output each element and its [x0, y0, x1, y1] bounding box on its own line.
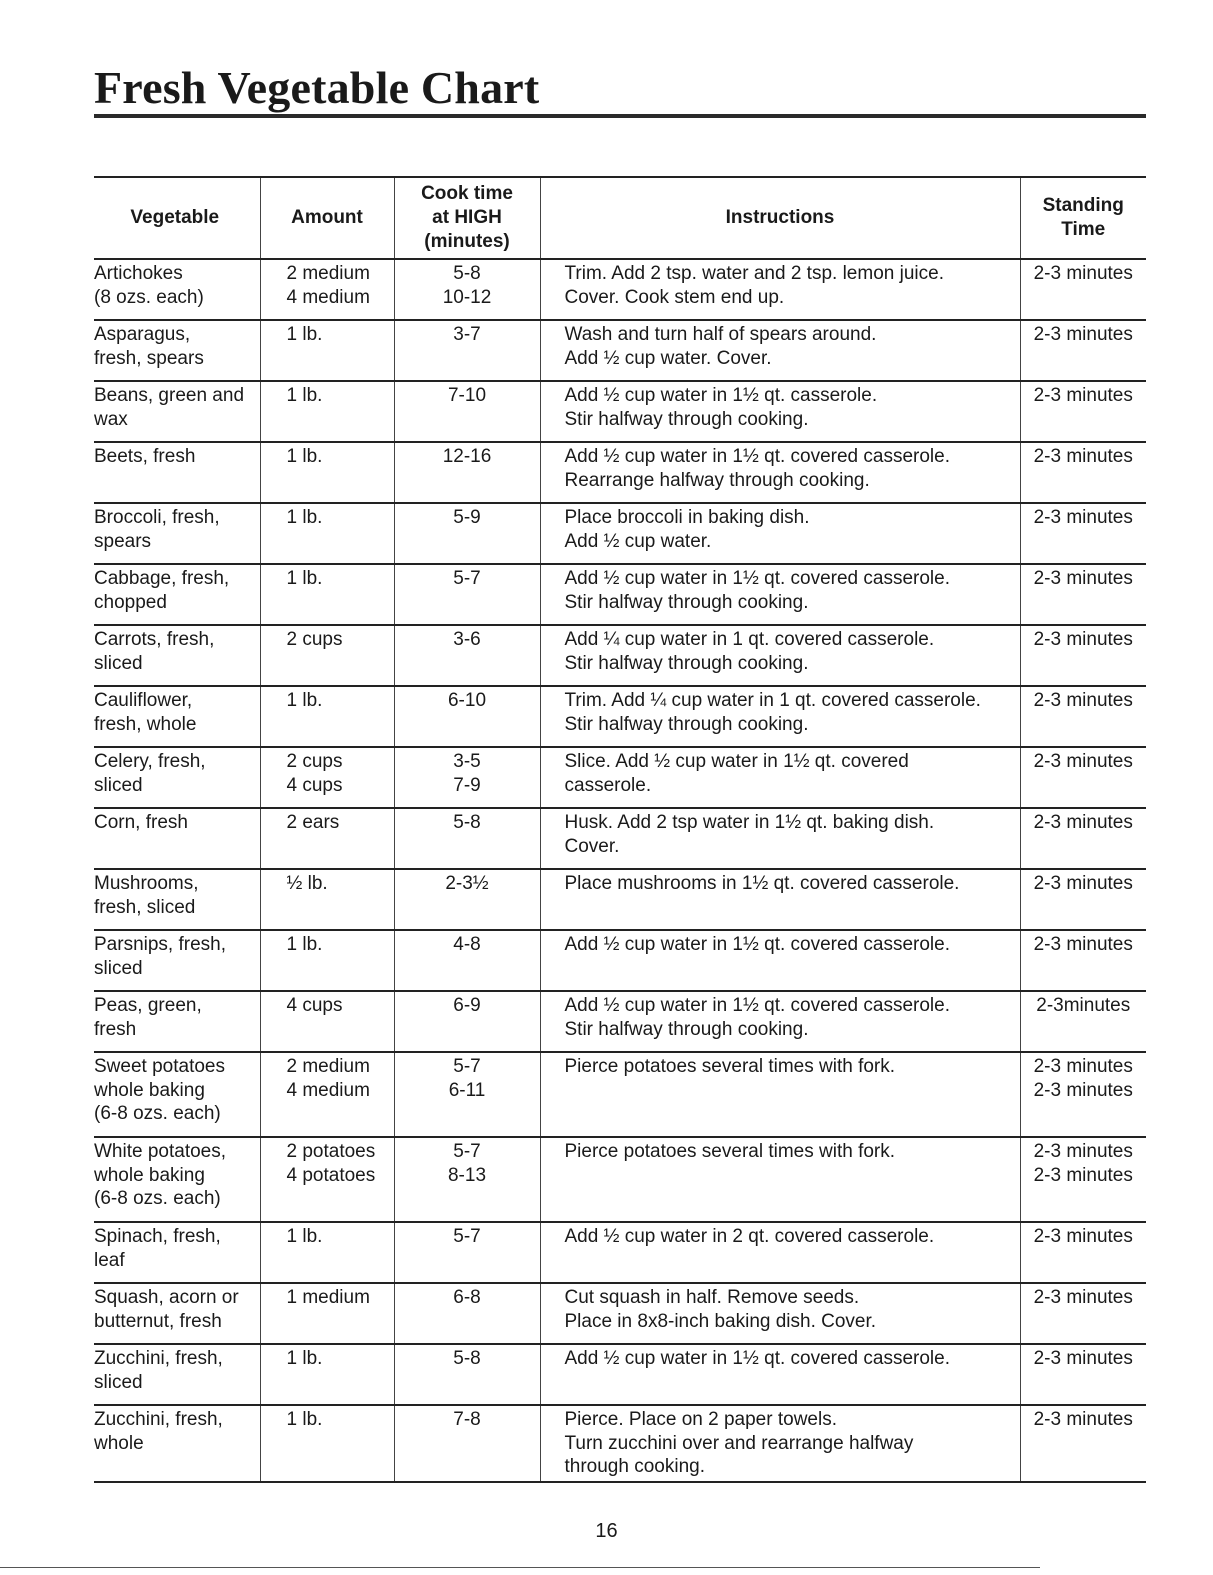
cell-cook-time: 12-16: [394, 442, 540, 503]
cell-amount: 1 lb.: [260, 686, 394, 747]
cell-cook-time: 5-7 8-13: [394, 1137, 540, 1222]
cell-vegetable: Beans, green and wax: [94, 381, 260, 442]
cell-vegetable: Celery, fresh, sliced: [94, 747, 260, 808]
cell-standing-time: 2-3 minutes: [1020, 442, 1146, 503]
table-row: [94, 1222, 1146, 1283]
cell-standing-time: 2-3 minutes: [1020, 1283, 1146, 1344]
cell-instructions: Add ½ cup water in 1½ qt. covered casserole.: [540, 930, 1020, 991]
table-row: [94, 442, 1146, 503]
cell-cook-time: 5-8 10-12: [394, 259, 540, 320]
cell-amount: 2 medium 4 medium: [260, 1052, 394, 1137]
header-instructions: Instructions: [540, 177, 1020, 259]
cell-cook-time: 6-8: [394, 1283, 540, 1344]
vegetable-chart-table: [94, 176, 1146, 1483]
cell-standing-time: 2-3 minutes: [1020, 381, 1146, 442]
cell-cook-time: 3-7: [394, 320, 540, 381]
bottom-divider: [0, 1567, 1040, 1568]
cell-cook-time: 6-10: [394, 686, 540, 747]
cell-standing-time: 2-3 minutes: [1020, 747, 1146, 808]
table-row: [94, 1405, 1146, 1482]
cell-vegetable: Squash, acorn or butternut, fresh: [94, 1283, 260, 1344]
table-row: [94, 625, 1146, 686]
table-row: [94, 747, 1146, 808]
cell-instructions: Add ½ cup water in 1½ qt. covered casserole. Stir halfway through cooking.: [540, 564, 1020, 625]
table-header-row: [94, 177, 1146, 259]
table-row: [94, 686, 1146, 747]
cell-standing-time: 2-3 minutes: [1020, 808, 1146, 869]
cell-cook-time: 5-7: [394, 1222, 540, 1283]
cell-amount: 2 cups 4 cups: [260, 747, 394, 808]
title-underline: [94, 114, 1146, 118]
table-row: [94, 1137, 1146, 1222]
table-row: [94, 381, 1146, 442]
cell-cook-time: 7-8: [394, 1405, 540, 1482]
header-amount: Amount: [260, 177, 394, 259]
cell-vegetable: Asparagus, fresh, spears: [94, 320, 260, 381]
cell-vegetable: Mushrooms, fresh, sliced: [94, 869, 260, 930]
cell-cook-time: 5-7: [394, 564, 540, 625]
table-row: [94, 1283, 1146, 1344]
cell-amount: 1 lb.: [260, 564, 394, 625]
cell-instructions: Add ¼ cup water in 1 qt. covered casserole. Stir halfway through cooking.: [540, 625, 1020, 686]
cell-vegetable: Spinach, fresh, leaf: [94, 1222, 260, 1283]
cell-instructions: Trim. Add ¼ cup water in 1 qt. covered casserole. Stir halfway through cooking.: [540, 686, 1020, 747]
cell-amount: 1 lb.: [260, 1344, 394, 1405]
cell-vegetable: Beets, fresh: [94, 442, 260, 503]
cell-amount: 2 cups: [260, 625, 394, 686]
cell-amount: 1 lb.: [260, 930, 394, 991]
cell-vegetable: Zucchini, fresh, sliced: [94, 1344, 260, 1405]
cell-cook-time: 5-8: [394, 1344, 540, 1405]
header-cook-time: Cook time at HIGH (minutes): [394, 177, 540, 259]
cell-vegetable: Parsnips, fresh, sliced: [94, 930, 260, 991]
table-row: [94, 564, 1146, 625]
cell-standing-time: 2-3 minutes: [1020, 259, 1146, 320]
cell-cook-time: 4-8: [394, 930, 540, 991]
cell-cook-time: 2-3½: [394, 869, 540, 930]
cell-standing-time: 2-3 minutes: [1020, 1344, 1146, 1405]
cell-instructions: Trim. Add 2 tsp. water and 2 tsp. lemon juice. Cover. Cook stem end up.: [540, 259, 1020, 320]
cell-standing-time: 2-3 minutes: [1020, 1405, 1146, 1482]
header-vegetable: Vegetable: [94, 177, 260, 259]
cell-amount: 1 medium: [260, 1283, 394, 1344]
table-row: [94, 259, 1146, 320]
cell-cook-time: 5-8: [394, 808, 540, 869]
cell-amount: 1 lb.: [260, 1222, 394, 1283]
cell-amount: 1 lb.: [260, 1405, 394, 1482]
cell-vegetable: Cauliflower, fresh, whole: [94, 686, 260, 747]
table-row: [94, 869, 1146, 930]
page-title: Fresh Vegetable Chart: [94, 62, 540, 113]
cell-standing-time: 2-3 minutes: [1020, 503, 1146, 564]
cell-instructions: Pierce potatoes several times with fork.: [540, 1052, 1020, 1137]
table-row: [94, 1344, 1146, 1405]
cell-standing-time: 2-3 minutes: [1020, 564, 1146, 625]
cell-amount: 1 lb.: [260, 503, 394, 564]
cell-cook-time: 3-5 7-9: [394, 747, 540, 808]
cell-instructions: Place broccoli in baking dish. Add ½ cup water.: [540, 503, 1020, 564]
table-row: [94, 503, 1146, 564]
cell-vegetable: Carrots, fresh, sliced: [94, 625, 260, 686]
table-row: [94, 808, 1146, 869]
cell-instructions: Add ½ cup water in 1½ qt. covered casserole.: [540, 1344, 1020, 1405]
cell-instructions: Pierce potatoes several times with fork.: [540, 1137, 1020, 1222]
cell-amount: 2 ears: [260, 808, 394, 869]
cell-vegetable: White potatoes, whole baking (6-8 ozs. each): [94, 1137, 260, 1222]
cell-standing-time: 2-3 minutes 2-3 minutes: [1020, 1137, 1146, 1222]
table-row: [94, 930, 1146, 991]
cell-instructions: Slice. Add ½ cup water in 1½ qt. covered casserole.: [540, 747, 1020, 808]
cell-amount: 2 potatoes 4 potatoes: [260, 1137, 394, 1222]
cell-instructions: Place mushrooms in 1½ qt. covered casserole.: [540, 869, 1020, 930]
cell-cook-time: 7-10: [394, 381, 540, 442]
cell-vegetable: Artichokes (8 ozs. each): [94, 259, 260, 320]
cell-standing-time: 2-3 minutes: [1020, 625, 1146, 686]
cell-standing-time: 2-3 minutes: [1020, 686, 1146, 747]
header-standing-time: Standing Time: [1020, 177, 1146, 259]
cell-amount: 1 lb.: [260, 320, 394, 381]
cell-cook-time: 5-7 6-11: [394, 1052, 540, 1137]
cell-standing-time: 2-3 minutes: [1020, 320, 1146, 381]
cell-instructions: Add ½ cup water in 1½ qt. covered casserole. Stir halfway through cooking.: [540, 991, 1020, 1052]
cell-instructions: Pierce. Place on 2 paper towels. Turn zucchini over and rearrange halfway through cooking.: [540, 1405, 1020, 1482]
cell-standing-time: 2-3 minutes: [1020, 1222, 1146, 1283]
cell-amount: 1 lb.: [260, 381, 394, 442]
table-row: [94, 991, 1146, 1052]
table-row: [94, 320, 1146, 381]
cell-amount: 4 cups: [260, 991, 394, 1052]
cell-cook-time: 3-6: [394, 625, 540, 686]
page-number: 16: [595, 1520, 618, 1542]
cell-amount: 1 lb.: [260, 442, 394, 503]
cell-vegetable: Cabbage, fresh, chopped: [94, 564, 260, 625]
cell-instructions: Cut squash in half. Remove seeds. Place in 8x8-inch baking dish. Cover.: [540, 1283, 1020, 1344]
cell-instructions: Wash and turn half of spears around. Add ½ cup water. Cover.: [540, 320, 1020, 381]
table-row: [94, 1052, 1146, 1137]
cell-vegetable: Zucchini, fresh, whole: [94, 1405, 260, 1482]
cell-standing-time: 2-3minutes: [1020, 991, 1146, 1052]
cell-instructions: Add ½ cup water in 2 qt. covered casserole.: [540, 1222, 1020, 1283]
cell-vegetable: Corn, fresh: [94, 808, 260, 869]
cell-vegetable: Sweet potatoes whole baking (6-8 ozs. each): [94, 1052, 260, 1137]
cell-amount: ½ lb.: [260, 869, 394, 930]
cell-standing-time: 2-3 minutes: [1020, 930, 1146, 991]
cell-vegetable: Peas, green, fresh: [94, 991, 260, 1052]
cell-amount: 2 medium 4 medium: [260, 259, 394, 320]
cell-instructions: Add ½ cup water in 1½ qt. covered casserole. Rearrange halfway through cooking.: [540, 442, 1020, 503]
cell-standing-time: 2-3 minutes: [1020, 869, 1146, 930]
cell-cook-time: 5-9: [394, 503, 540, 564]
cell-cook-time: 6-9: [394, 991, 540, 1052]
cell-vegetable: Broccoli, fresh, spears: [94, 503, 260, 564]
cell-standing-time: 2-3 minutes 2-3 minutes: [1020, 1052, 1146, 1137]
cell-instructions: Add ½ cup water in 1½ qt. casserole. Stir halfway through cooking.: [540, 381, 1020, 442]
cell-instructions: Husk. Add 2 tsp water in 1½ qt. baking dish. Cover.: [540, 808, 1020, 869]
